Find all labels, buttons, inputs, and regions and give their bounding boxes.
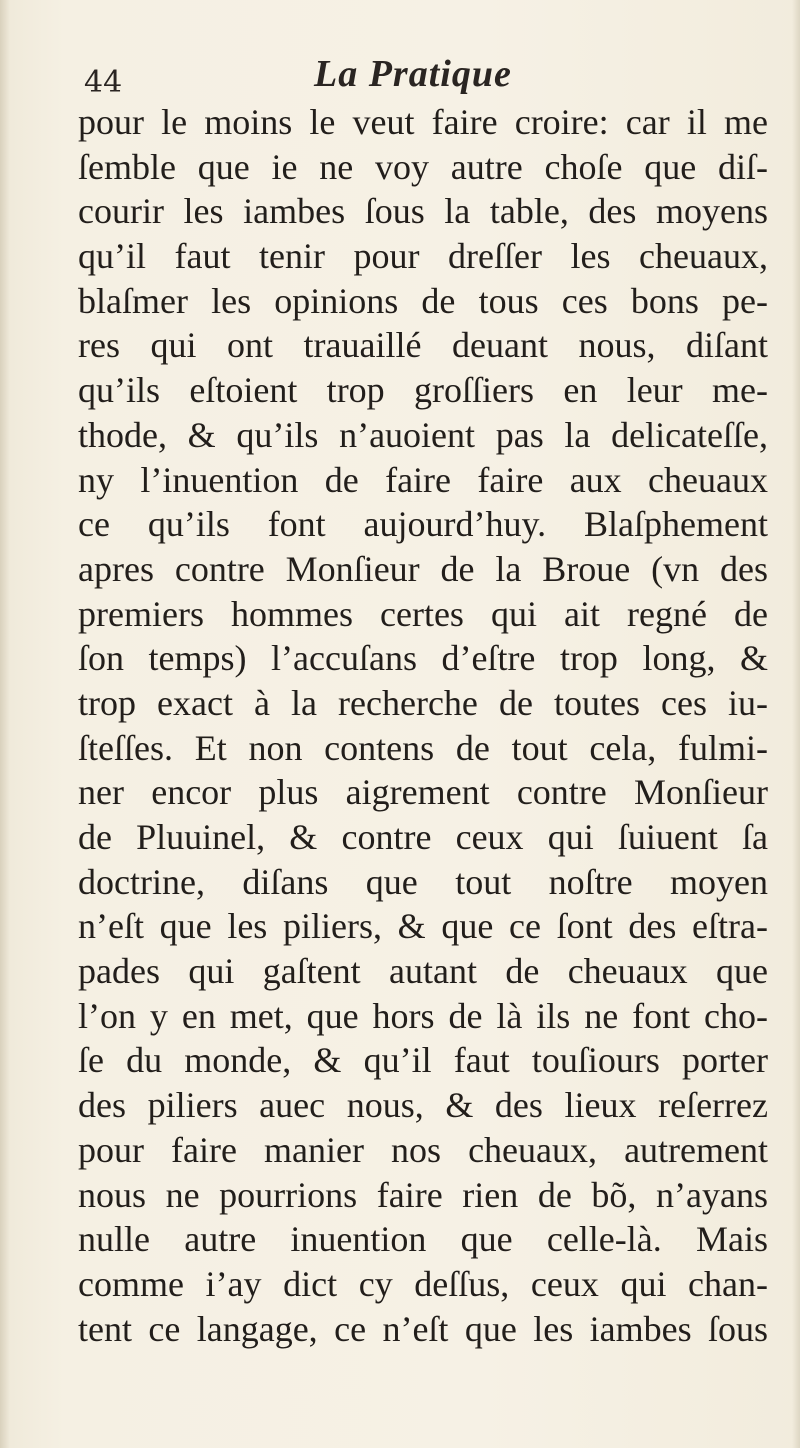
text-line: pour le moins le veut faire croire: car il me [78,102,768,142]
running-head: La Pratique [314,53,512,95]
text-line: pour faire manier nos cheuaux, autrement [78,1129,768,1170]
text-line: n’eſt que les piliers, & que ce ſont des eſtra- [78,906,768,947]
text-line: des piliers auec nous, & des lieux reſerrez [78,1085,768,1126]
text-line: qu’il faut tenir pour dreſſer les cheuaux, [78,236,768,277]
text-line: ſon temps) l’accuſans d’eſtre trop long, & [78,638,768,679]
text-line: ner encor plus aigrement contre Monſieur [78,772,768,813]
text-line: l’on y en met, que hors de là ils ne font cho- [78,995,768,1036]
text-line: comme i’ay dict cy deſſus, ceux qui chan- [78,1263,768,1304]
body-text [78,100,768,1351]
text-line: apres contre Monſieur de la Broue (vn des [78,548,768,589]
text-line: ſe du monde, & qu’il faut touſiours porter [78,1040,768,1081]
text-line: trop exact à la recherche de toutes ces iu- [78,682,768,723]
page-number: 44 [84,65,123,100]
text-line: premiers hommes certes qui ait regné de [78,593,768,634]
text-line: doctrine, diſans que tout noſtre moyen [78,861,768,902]
text-line: ſteſſes. Et non contens de tout cela, fulmi- [78,727,768,768]
text-line: courir les iambes ſous la table, des moyens [78,191,768,232]
text-line: thode, & qu’ils n’auoient pas la delicateſſe, [78,414,768,455]
page-right-edge-shadow [792,0,800,1448]
text-line: ce qu’ils font aujourd’huy. Blaſphement [78,504,768,545]
text-line: res qui ont trauaillé deuant nous, diſant [78,325,768,366]
text-line: pades qui gaſtent autant de cheuaux que [78,951,768,992]
text-line: tent ce langage, ce n’eſt que les iambes ſous [78,1308,768,1349]
text-line: nous ne pourrions faire rien de bõ, n’ayans [78,1174,768,1215]
text-line: qu’ils eſtoient trop groſſiers en leur me- [78,370,768,411]
text-line: nulle autre inuention que celle-là. Mais [78,1219,768,1260]
page-header [84,50,724,100]
text-line: ſemble que ie ne voy autre choſe que diſ- [78,146,768,187]
page-left-edge-shadow [0,0,10,1448]
text-line: blaſmer les opinions de tous ces bons pe- [78,280,768,321]
text-line: ny l’inuention de faire faire aux cheuaux [78,459,768,500]
text-line: de Pluuinel, & contre ceux qui ſuiuent ſa [78,817,768,857]
